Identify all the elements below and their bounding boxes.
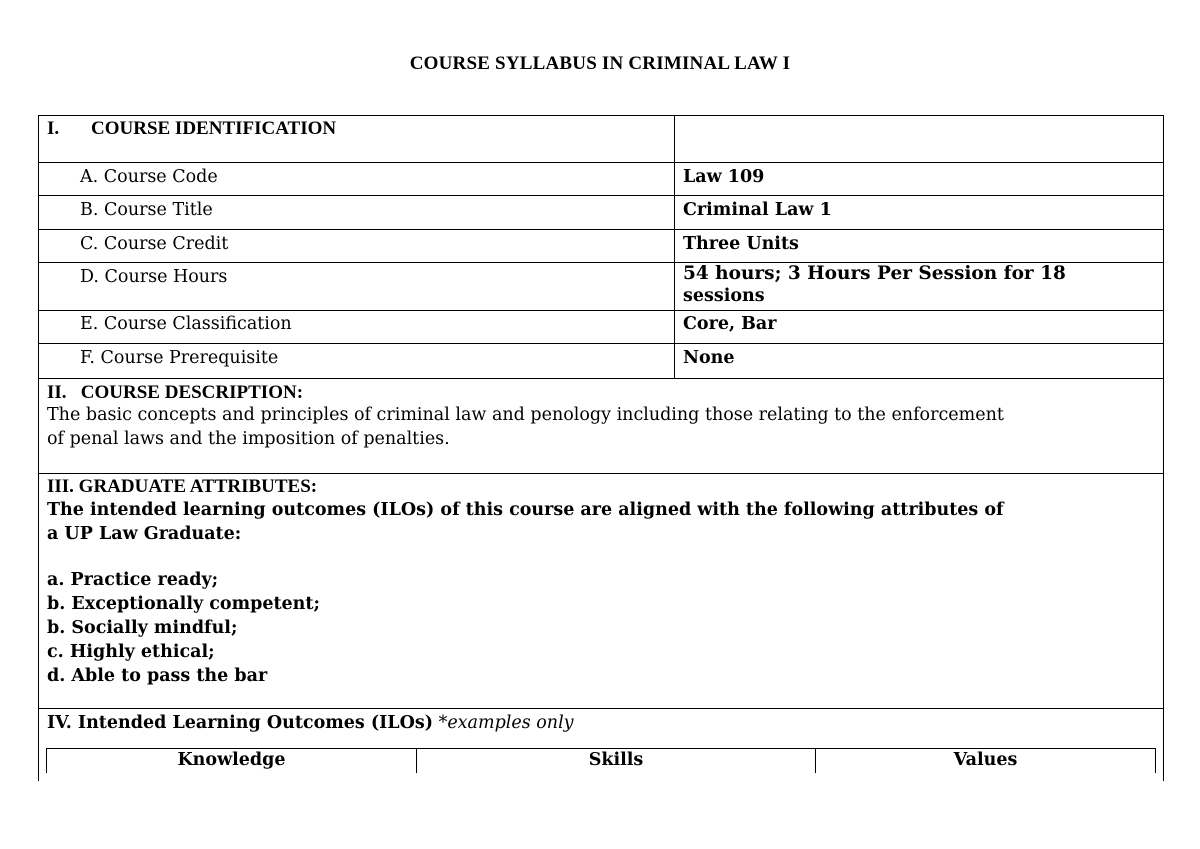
course-identification-header-row xyxy=(39,116,1163,163)
course-classification-label: E. Course Classification xyxy=(80,314,292,334)
course-code-row xyxy=(39,163,1163,196)
empty-cell xyxy=(675,116,1163,162)
course-classification-row xyxy=(39,311,1163,344)
course-description-line1: The basic concepts and principles of criminal law and penology including those relating to the enforcement xyxy=(47,405,1004,425)
attribute-item: a. Practice ready; xyxy=(47,570,219,590)
ilo-column-skills: Skills xyxy=(416,749,815,773)
course-identification-heading xyxy=(39,116,675,162)
attribute-item: b. Socially mindful; xyxy=(47,618,238,638)
ilo-column-values: Values xyxy=(815,749,1155,773)
section-numeral: I. xyxy=(47,118,60,139)
attribute-item: c. Highly ethical; xyxy=(47,642,215,662)
course-credit-label: C. Course Credit xyxy=(80,234,229,254)
course-title-label: B. Course Title xyxy=(80,200,213,220)
course-prerequisite-row xyxy=(39,344,1163,379)
course-hours-row xyxy=(39,263,1163,311)
course-description-heading: II. COURSE DESCRIPTION: xyxy=(47,382,304,403)
attribute-item: d. Able to pass the bar xyxy=(47,666,268,686)
course-credit-value: Three Units xyxy=(683,234,799,254)
attribute-item: b. Exceptionally competent; xyxy=(47,594,320,614)
ilo-heading: IV. Intended Learning Outcomes (ILOs) xyxy=(47,713,433,733)
graduate-attributes-intro-line2: a UP Law Graduate: xyxy=(47,524,242,544)
course-hours-label: D. Course Hours xyxy=(80,267,228,287)
course-hours-value-line2: sessions xyxy=(683,286,765,306)
course-prerequisite-label: F. Course Prerequisite xyxy=(80,348,279,368)
course-classification-value: Core, Bar xyxy=(683,314,777,334)
course-hours-value xyxy=(675,263,1163,310)
course-description-line2: of penal laws and the imposition of penalties. xyxy=(47,429,450,449)
course-description-section xyxy=(39,379,1163,474)
ilo-column-knowledge: Knowledge xyxy=(177,750,286,770)
course-code-value: Law 109 xyxy=(683,167,765,187)
page-title: COURSE SYLLABUS IN CRIMINAL LAW I xyxy=(409,53,791,74)
course-code-label: A. Course Code xyxy=(80,167,218,187)
course-prerequisite-value: None xyxy=(683,348,735,368)
course-credit-row xyxy=(39,230,1163,263)
course-title-row xyxy=(39,196,1163,230)
section-heading-text: COURSE IDENTIFICATION xyxy=(91,118,337,139)
graduate-attributes-section xyxy=(39,474,1163,709)
graduate-attributes-intro-line1: The intended learning outcomes (ILOs) of this course are aligned with the following attributes of xyxy=(47,500,1004,520)
course-hours-value-line1: 54 hours; 3 Hours Per Session for 18 xyxy=(683,263,1066,284)
ilo-note: *examples only xyxy=(438,713,574,733)
graduate-attributes-heading: III. GRADUATE ATTRIBUTES: xyxy=(47,476,318,497)
ilo-table-header xyxy=(46,748,1156,773)
intended-learning-outcomes-section xyxy=(39,709,1163,781)
syllabus-table xyxy=(38,115,1164,781)
course-title-value: Criminal Law 1 xyxy=(683,200,832,220)
